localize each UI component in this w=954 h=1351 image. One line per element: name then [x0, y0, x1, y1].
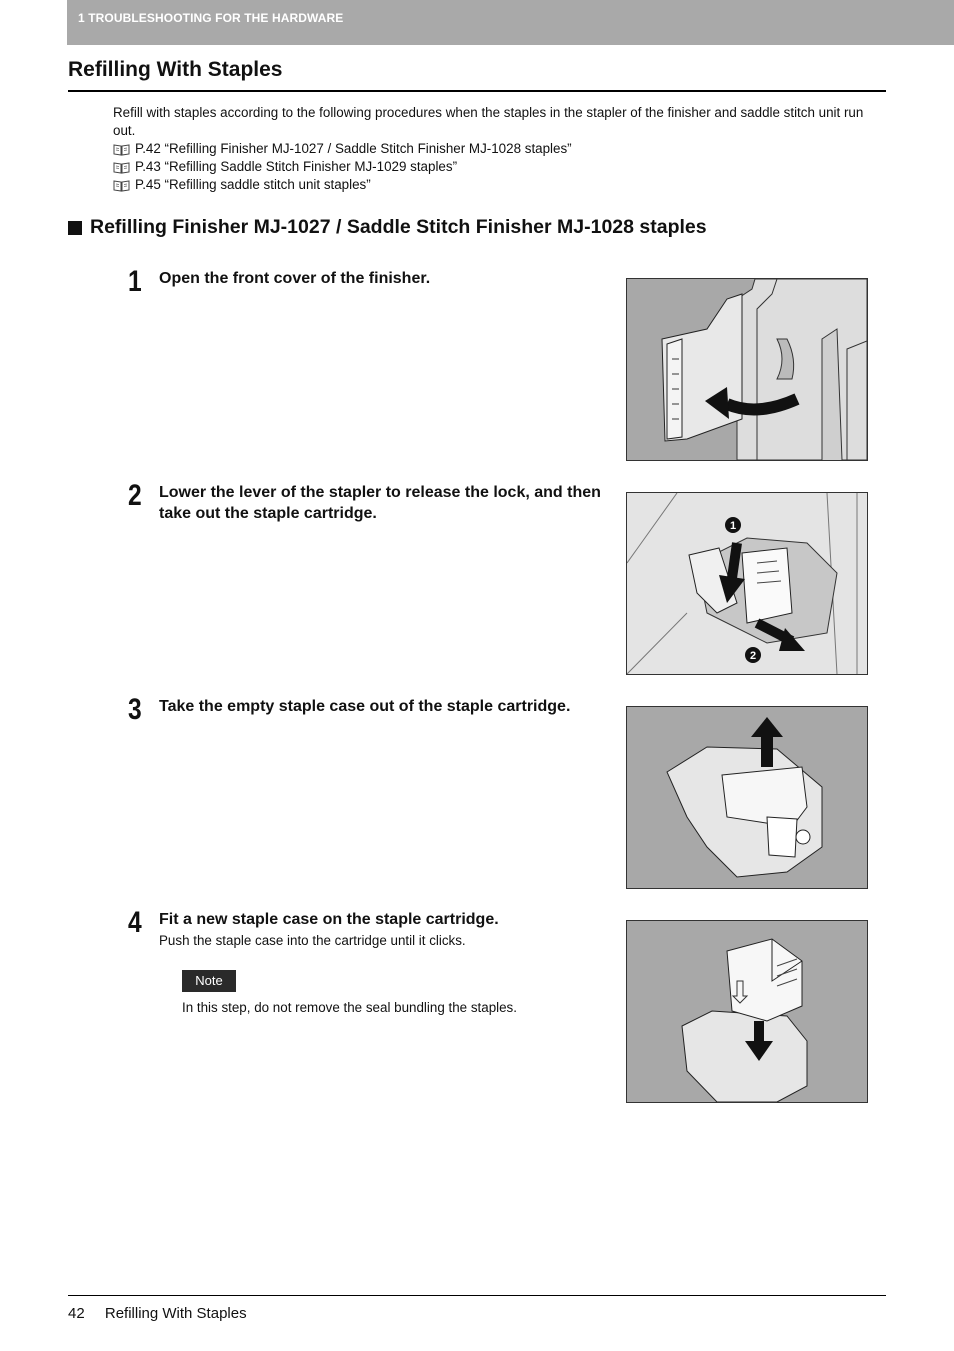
- book-icon: [113, 143, 130, 156]
- ref-link-3[interactable]: [113, 176, 883, 194]
- figure-remove-staple-cartridge: [626, 492, 868, 675]
- note-badge: Note: [182, 970, 236, 992]
- chapter-label: 1 TROUBLESHOOTING FOR THE HARDWARE: [78, 11, 344, 25]
- page-title: Refilling With Staples: [68, 58, 283, 81]
- step-number: 2: [128, 479, 142, 512]
- step-text: Lower the lever of the stapler to release the lock, and then take out the staple cartridge.: [159, 484, 601, 522]
- footer: [68, 1305, 247, 1322]
- ref-text: P.45 “Refilling saddle stitch unit staples”: [135, 177, 371, 192]
- figure-open-front-cover: [626, 278, 868, 461]
- step-number: 3: [128, 693, 142, 726]
- callout-1: 1: [729, 520, 737, 532]
- step-text: Open the front cover of the finisher.: [159, 270, 431, 287]
- figure-remove-empty-case: [626, 706, 868, 889]
- black-square-icon: [68, 221, 82, 235]
- intro-block: [113, 104, 883, 194]
- section-title-text: Refilling Finisher MJ-1027 / Saddle Stitch Finisher MJ-1028 staples: [90, 216, 707, 238]
- step-number: 1: [128, 265, 142, 298]
- section-title: [68, 216, 707, 239]
- note-text: In this step, do not remove the seal bundling the staples.: [182, 1000, 517, 1015]
- title-rule: [68, 90, 886, 92]
- step-number: 4: [128, 906, 142, 939]
- figure-fit-new-case: [626, 920, 868, 1103]
- ref-link-1[interactable]: [113, 140, 883, 158]
- footer-rule: [68, 1295, 886, 1296]
- ref-link-2[interactable]: [113, 158, 883, 176]
- book-icon: [113, 161, 130, 174]
- ref-text: P.42 “Refilling Finisher MJ-1027 / Saddle Stitch Finisher MJ-1028 staples”: [135, 141, 572, 156]
- footer-title: Refilling With Staples: [104, 1305, 247, 1322]
- intro-text: Refill with staples according to the following procedures when the staples in the stapler of the finisher and saddle stitch unit run out.: [113, 105, 864, 138]
- step-text: Take the empty staple case out of the staple cartridge.: [159, 698, 571, 715]
- step-subtext: Push the staple case into the cartridge until it clicks.: [159, 933, 466, 948]
- book-icon: [113, 179, 130, 192]
- callout-2: 2: [749, 650, 757, 662]
- page-number: 42: [68, 1305, 85, 1322]
- chapter-header-bar: [67, 0, 954, 45]
- ref-text: P.43 “Refilling Saddle Stitch Finisher MJ-1029 staples”: [135, 159, 458, 174]
- step-text: Fit a new staple case on the staple cartridge.: [159, 911, 499, 928]
